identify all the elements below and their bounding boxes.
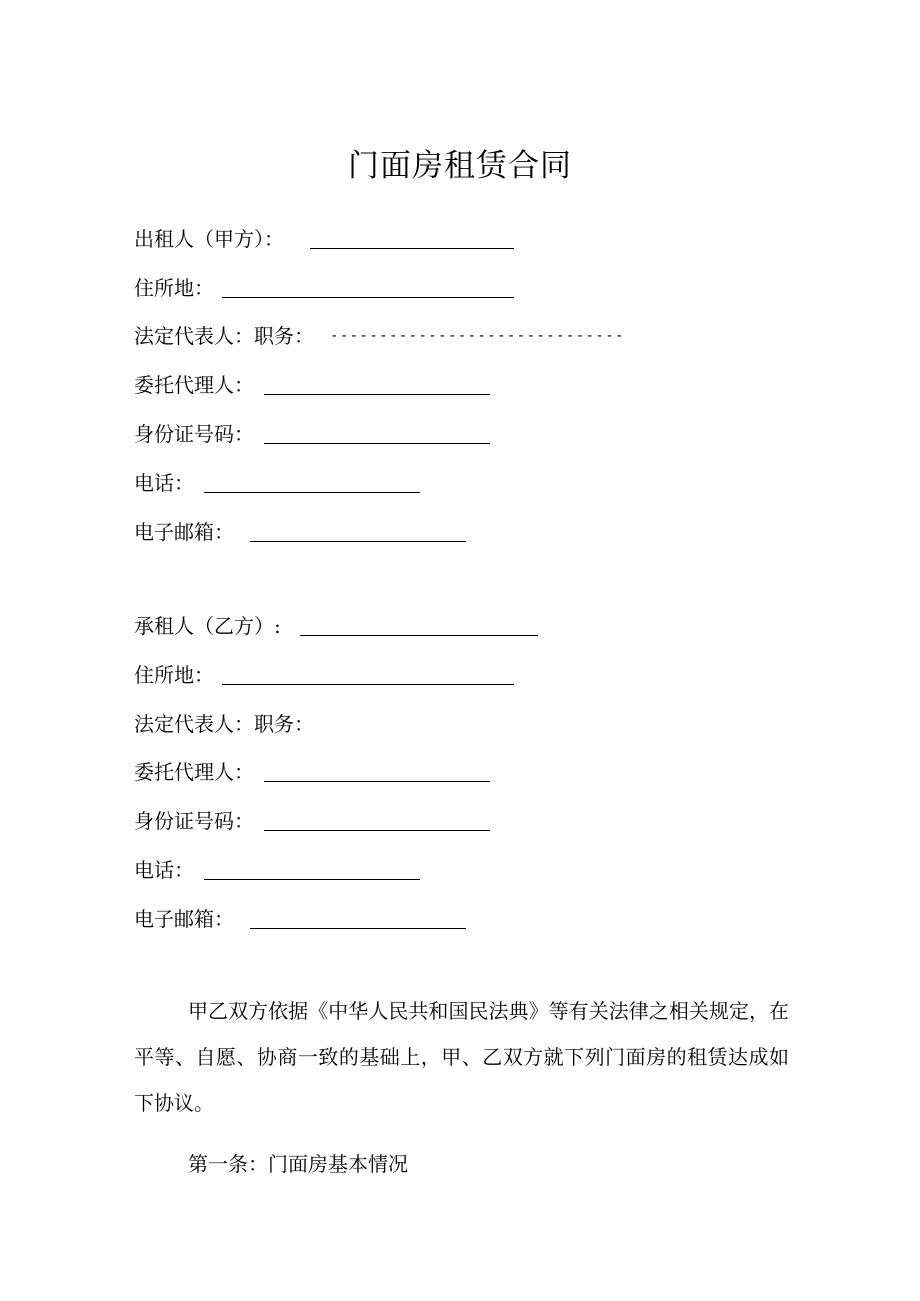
- party-a-id-row: [134, 419, 254, 449]
- party-b-name-blank: [300, 635, 538, 636]
- party-b-id-label: 身份证号码：: [134, 809, 254, 833]
- party-a-name-blank: [310, 248, 514, 249]
- party-a-agent-blank: [264, 394, 490, 395]
- party-a-email-blank: [250, 541, 466, 542]
- party-a-email-label: 电子邮箱：: [134, 520, 234, 544]
- party-b-heading-row: [134, 611, 281, 641]
- party-a-legal-rep-row: [134, 321, 625, 351]
- party-b-agent-row: [134, 757, 254, 787]
- party-b-agent-blank: [264, 781, 490, 782]
- party-a-agent-row: [134, 370, 254, 400]
- preamble-paragraph: 甲乙双方依据《中华人民共和国民法典》等有关法律之相关规定，在平等、自愿、协商一致的基础上，甲、乙双方就下列门面房的租赁达成如下协议。: [134, 999, 789, 1115]
- party-b-email-blank: [250, 928, 466, 929]
- party-a-email-row: [134, 517, 234, 547]
- party-a-address-blank: [222, 297, 514, 298]
- party-a-phone-label: 电话：: [134, 471, 194, 495]
- party-a-phone-row: [134, 468, 194, 498]
- party-a-id-label: 身份证号码：: [134, 422, 254, 446]
- party-b-email-row: [134, 904, 234, 934]
- party-a-heading: 出租人（甲方）：: [134, 227, 284, 251]
- party-b-heading: 承租人（乙方）:: [134, 614, 281, 638]
- party-b-id-blank: [264, 830, 490, 831]
- article-1-heading: 第一条：门面房基本情况: [188, 1152, 408, 1176]
- party-b-legal-rep-label: 法定代表人：职务：: [134, 712, 314, 736]
- party-a-heading-row: [134, 224, 284, 254]
- party-a-address-label: 住所地：: [134, 276, 214, 300]
- party-b-email-label: 电子邮箱：: [134, 907, 234, 931]
- document-title: 门面房租赁合同: [348, 148, 572, 184]
- party-a-agent-label: 委托代理人：: [134, 373, 254, 397]
- party-b-id-row: [134, 806, 254, 836]
- party-b-address-blank: [222, 684, 514, 685]
- party-b-phone-blank: [204, 879, 420, 880]
- party-b-phone-row: [134, 855, 194, 885]
- party-b-address-label: 住所地：: [134, 663, 214, 687]
- party-b-agent-label: 委托代理人：: [134, 760, 254, 784]
- party-a-address-row: [134, 273, 214, 303]
- party-b-legal-rep-row: [134, 709, 314, 739]
- party-b-address-row: [134, 660, 214, 690]
- party-a-legal-rep-dashes: ------------------------------: [330, 328, 625, 344]
- party-a-legal-rep-label: 法定代表人：职务：: [134, 324, 314, 348]
- party-a-id-blank: [264, 443, 490, 444]
- party-b-phone-label: 电话：: [134, 858, 194, 882]
- party-a-phone-blank: [204, 492, 420, 493]
